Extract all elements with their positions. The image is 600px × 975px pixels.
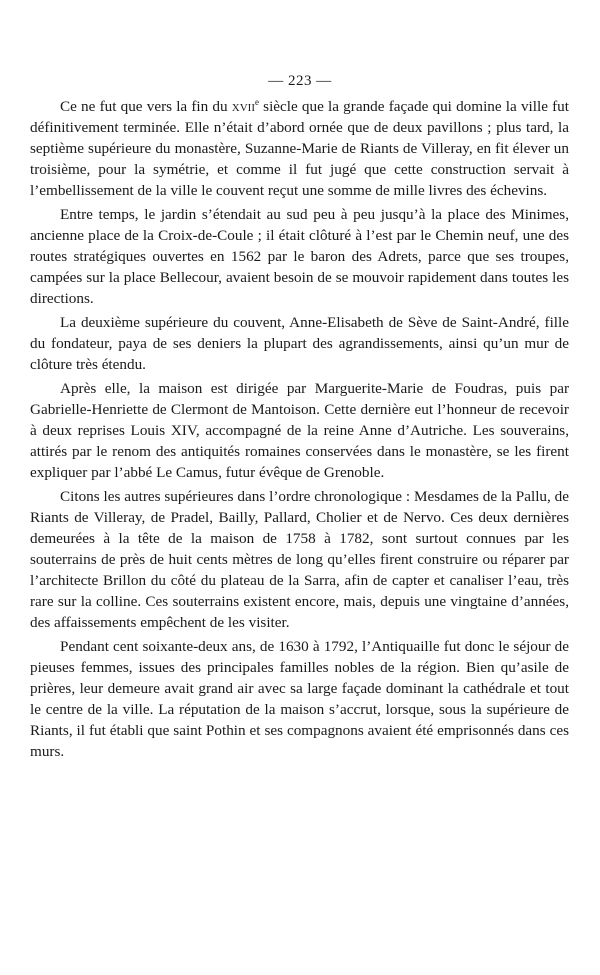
paragraph-1-rest: siècle que la grande façade qui domine la ville fut définitivement terminée. Elle n’était d’abord ornée que de deux pavillons ; plus tard, la septième supérieure du monastère, Suzanne-Marie de Riants de Villeray, en fit élever un troisième, pour la symétrie, et comme il fut jugé que cette construction servait à l’embellissement de la ville le couvent reçut une somme de mille livres des échevins. (30, 98, 569, 199)
paragraph-3: La deuxième supérieure du couvent, Anne-Elisabeth de Sève de Saint-André, fille du fondateur, paya de ses deniers la plupart des agrandissements, ainsi qu’un mur de clôture très étendu. (30, 314, 569, 373)
paragraph-1 (30, 96, 569, 201)
page-number: — 223 — (268, 73, 332, 89)
paragraph-5: Citons les autres supérieures dans l’ordre chronologique : Mesdames de la Pallu, de Riants de Villeray, de Pradel, Bailly, Pallard, Cholier et de Nervo. Ces deux dernières demeurées à la tête de la maison de 1758 à 1782, sont surtout connues par les souterrains de près de huit cents mètres de long qu’elles firent construire ou réparer par l’architecte Brillon du côté du plateau de la Sarra, afin de capter et canaliser l’eau, très rare sur la colline. Ces souterrains existent encore, mais, depuis une vingtaine d’années, des affaissements empêchent de les visiter. (30, 488, 569, 631)
paragraph-6: Pendant cent soixante-deux ans, de 1630 à 1792, l’Antiquaille fut donc le séjour de pieuses femmes, issues des principales familles nobles de la région. Bien qu’asile de prières, leur demeure avait grand air avec sa large façade dominant la cathédrale et tout le centre de la ville. La réputation de la maison s’accrut, lorsque, sous la supérieure de Riants, il fut établi que saint Pothin et ses compagnons avaient été emprisonnés dans ces murs. (30, 638, 569, 760)
paragraph-2: Entre temps, le jardin s’étendait au sud peu à peu jusqu’à la place des Minimes, ancienne place de la Croix-de-Coule ; il était clôturé à l’est par le Chemin neuf, une des routes stratégiques ouvertes en 1562 par le baron des Adrets, parce que ses troupes, campées sur la place Bellecour, avaient besoin de se mouvoir rapidement dans toutes les directions. (30, 206, 569, 307)
body-text (30, 96, 569, 765)
paragraph-4: Après elle, la maison est dirigée par Marguerite-Marie de Foudras, puis par Gabrielle-Henriette de Clermont de Mantoison. Cette dernière eut l’honneur de recevoir à deux reprises Louis XIV, accompagné de la reine Anne d’Autriche. Les souverains, attirés par le renom des antiquités romaines conservées dans le monastère, se les firent expliquer par l’abbé Le Camus, futur évêque de Grenoble. (30, 380, 569, 481)
paragraph-1-start: Ce ne fut que vers la fin du (60, 98, 232, 115)
century-superscript: e (255, 96, 259, 107)
century-numeral: xvii (231, 98, 255, 115)
